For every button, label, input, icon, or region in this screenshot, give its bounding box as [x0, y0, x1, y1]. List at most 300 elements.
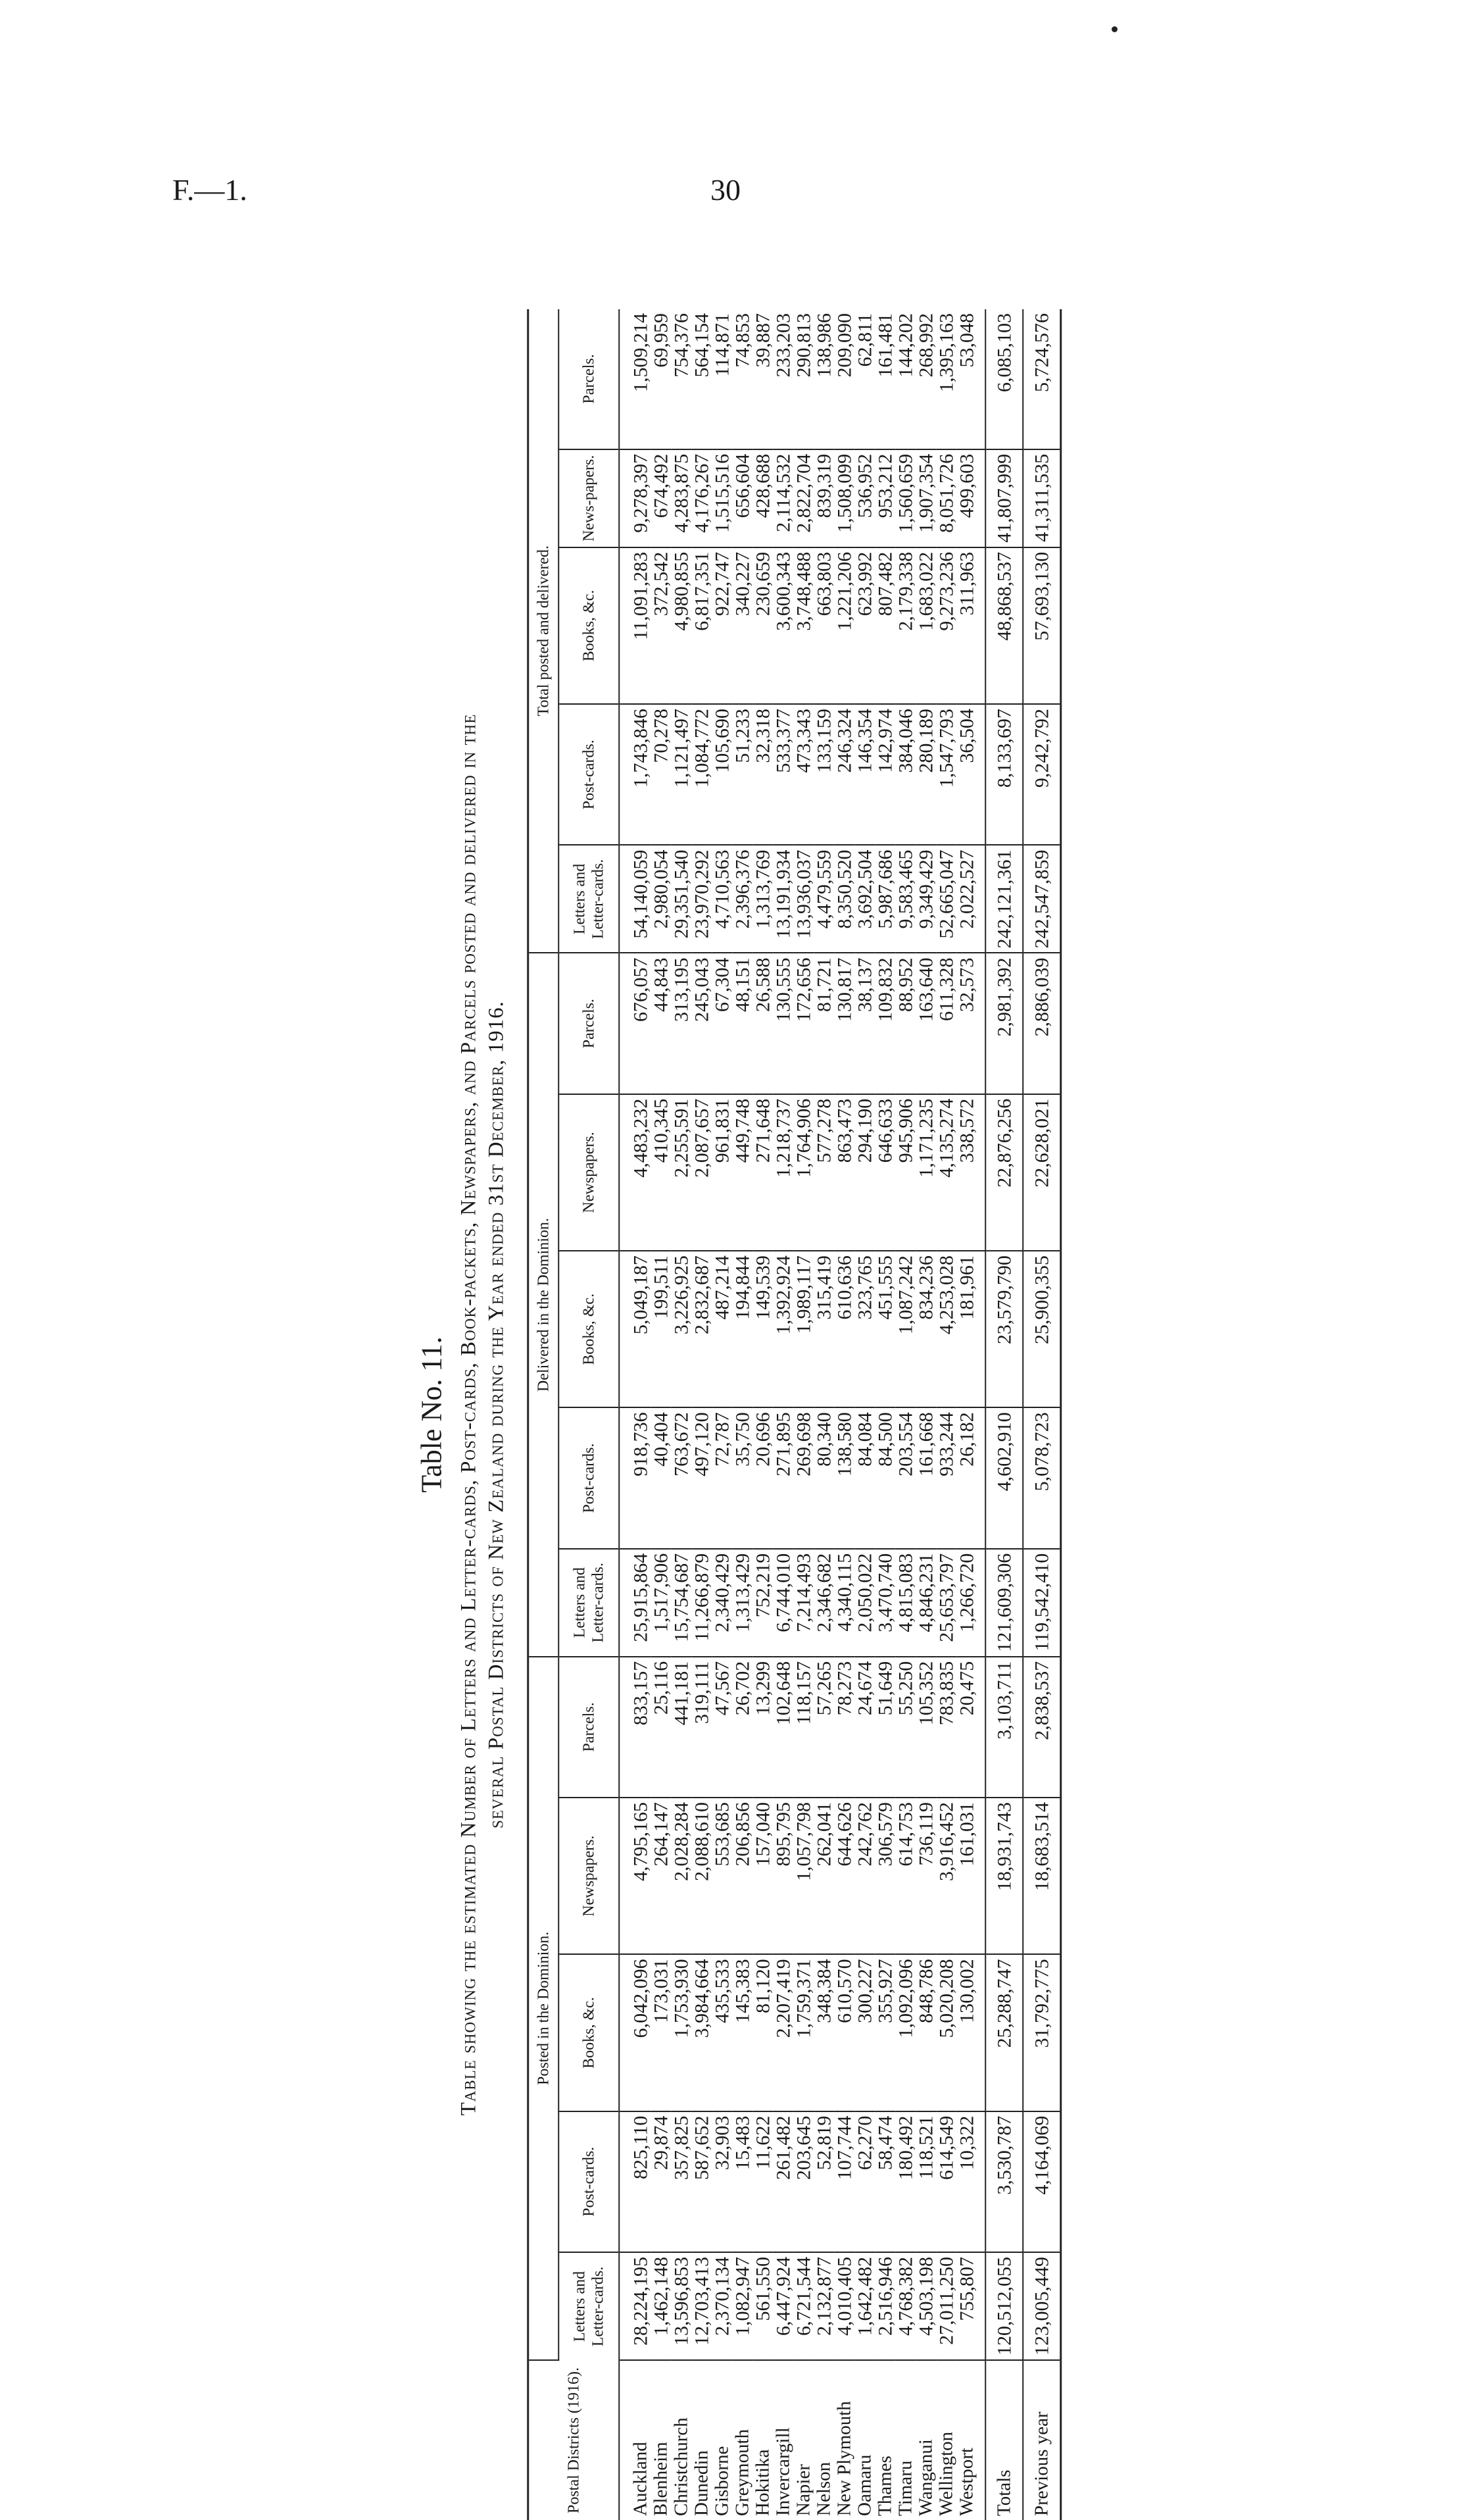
table-cell: 2,346,682	[814, 1549, 834, 1657]
table-cell: 611,328	[936, 953, 956, 1094]
header-posted-letters: Letters and Letter-cards.	[558, 2252, 619, 2360]
table-row	[956, 309, 985, 2520]
table-cell: 674,492	[651, 449, 671, 547]
district-name: Thames	[873, 2456, 895, 2516]
table-cell: 114,871	[712, 309, 732, 449]
district-name: Westport	[955, 2448, 977, 2516]
table-cell: 26,702	[732, 1657, 752, 1798]
table-row	[752, 309, 773, 2520]
table-cell: 536,952	[854, 449, 875, 547]
table-cell: 473,343	[793, 704, 814, 845]
table-cell: 31,792,775	[1023, 1954, 1061, 2111]
table-cell: 6,085,103	[985, 309, 1023, 449]
district-name: Dunedin	[690, 2450, 712, 2516]
table-cell: 51,233	[732, 704, 752, 845]
table-row	[671, 309, 691, 2520]
table-cell: 4,795,165	[619, 1798, 651, 1954]
table-row	[916, 309, 936, 2520]
table-cell: 67,304	[712, 953, 732, 1094]
table-cell: 441,181	[671, 1657, 691, 1798]
table-cell: 13,299	[752, 1657, 773, 1798]
table-cell: 644,626	[834, 1798, 854, 1954]
table-cell: 3,530,787	[985, 2111, 1023, 2252]
table-cell: 755,807	[956, 2252, 985, 2360]
table-cell: 6,721,544	[793, 2252, 814, 2360]
table-cell: 2,340,429	[712, 1549, 732, 1657]
table-cell: 142,974	[875, 704, 895, 845]
table-cell: 180,492	[895, 2111, 916, 2252]
table-cell: 1,508,099	[834, 449, 854, 547]
table-row	[854, 309, 875, 2520]
table-cell: 4,602,910	[985, 1407, 1023, 1548]
table-cell: 11,622	[752, 2111, 773, 2252]
table-cell: 348,384	[814, 1954, 834, 2111]
district-name: Wanganui	[914, 2439, 936, 2516]
table-cell: 5,724,576	[1023, 309, 1061, 449]
table-cell: 8,051,726	[936, 449, 956, 547]
table-cell: 2,886,039	[1023, 953, 1061, 1094]
table-cell: 161,481	[875, 309, 895, 449]
table-cell: 564,154	[691, 309, 712, 449]
table-cell: 1,683,022	[916, 547, 936, 704]
table-cell: 18,931,743	[985, 1798, 1023, 1954]
table-cell: 62,270	[854, 2111, 875, 2252]
table-cell: 1,392,924	[773, 1251, 793, 1407]
table-cell: 1,092,096	[895, 1954, 916, 2111]
table-cell: 646,633	[875, 1094, 895, 1251]
district-name: Timaru	[894, 2460, 916, 2516]
table-cell: 2,980,054	[651, 845, 671, 953]
table-cell: 123,005,449	[1023, 2252, 1061, 2360]
table-cell: 105,690	[712, 704, 732, 845]
table-cell: 577,278	[814, 1094, 834, 1251]
table-cell: 4,503,198	[916, 2252, 936, 2360]
table-cell: 230,659	[752, 547, 773, 704]
table-cell: 23,579,790	[985, 1251, 1023, 1407]
table-cell: 614,753	[895, 1798, 916, 1954]
table-cell: 2,981,392	[985, 953, 1023, 1094]
table-cell: 355,927	[875, 1954, 895, 2111]
table-cell: 72,787	[712, 1407, 732, 1548]
table-cell: 4,283,875	[671, 449, 691, 547]
table-cell: 839,319	[814, 449, 834, 547]
table-cell: 203,645	[793, 2111, 814, 2252]
table-cell: 6,042,096	[619, 1954, 651, 2111]
table-cell: 84,500	[875, 1407, 895, 1548]
table-cell: 2,255,591	[671, 1094, 691, 1251]
table-cell: 52,819	[814, 2111, 834, 2252]
table-row	[651, 309, 671, 2520]
table-cell: 2,088,610	[691, 1798, 712, 1954]
table-cell: 29,351,540	[671, 845, 691, 953]
table-cell: 88,952	[895, 953, 916, 1094]
table-cell: 245,043	[691, 953, 712, 1094]
table-cell: 11,091,283	[619, 547, 651, 704]
table-cell: 25,900,355	[1023, 1251, 1061, 1407]
table-cell: 2,022,527	[956, 845, 985, 953]
table-cell: 4,980,855	[671, 547, 691, 704]
table-cell: 1,753,930	[671, 1954, 691, 2111]
table-cell: 118,521	[916, 2111, 936, 2252]
table-cell: 271,895	[773, 1407, 793, 1548]
header-posted-books: Books, &c.	[558, 1954, 619, 2111]
table-cell: 736,119	[916, 1798, 936, 1954]
table-cell: 146,354	[854, 704, 875, 845]
table-cell: 311,963	[956, 547, 985, 704]
table-cell: 203,554	[895, 1407, 916, 1548]
header-district: Postal Districts (1916).	[528, 2360, 619, 2520]
table-row	[936, 309, 956, 2520]
table-cell: 242,547,859	[1023, 845, 1061, 953]
table-cell: 47,567	[712, 1657, 732, 1798]
table-cell: 3,692,504	[854, 845, 875, 953]
table-row	[834, 309, 854, 2520]
table-cell: 199,511	[651, 1251, 671, 1407]
table-cell: 1,171,235	[916, 1094, 936, 1251]
table-cell: 1,989,117	[793, 1251, 814, 1407]
table-cell: 23,970,292	[691, 845, 712, 953]
table-cell: 1,221,206	[834, 547, 854, 704]
table-cell: 25,288,747	[985, 1954, 1023, 2111]
table-cell: 754,376	[671, 309, 691, 449]
table-cell: 105,352	[916, 1657, 936, 1798]
table-cell: 22,628,021	[1023, 1094, 1061, 1251]
table-cell: 357,825	[671, 2111, 691, 2252]
district-name: Hokitika	[751, 2449, 773, 2516]
district-name: Wellington	[935, 2431, 956, 2516]
table-row	[732, 309, 752, 2520]
table-cell: 313,195	[671, 953, 691, 1094]
table-cell: 676,057	[619, 953, 651, 1094]
table-cell: 262,041	[814, 1798, 834, 1954]
table-cell: 2,028,284	[671, 1798, 691, 1954]
table-cell: 499,603	[956, 449, 985, 547]
table-cell: 32,318	[752, 704, 773, 845]
table-cell: 20,696	[752, 1407, 773, 1548]
table-cell: 807,482	[875, 547, 895, 704]
table-cell: 783,835	[936, 1657, 956, 1798]
table-cell: 121,609,306	[985, 1549, 1023, 1657]
table-cell: 315,419	[814, 1251, 834, 1407]
table-cell: 623,992	[854, 547, 875, 704]
table-cell: 55,250	[895, 1657, 916, 1798]
table-cell: 961,831	[712, 1094, 732, 1251]
table-cell: 57,693,130	[1023, 547, 1061, 704]
table-cell: 6,447,924	[773, 2252, 793, 2360]
table-cell: 52,665,047	[936, 845, 956, 953]
table-cell: 4,164,069	[1023, 2111, 1061, 2252]
table-cell: 4,710,563	[712, 845, 732, 953]
table-cell: 3,916,452	[936, 1798, 956, 1954]
table-cell: 26,182	[956, 1407, 985, 1548]
table-cell: 9,273,236	[936, 547, 956, 704]
table-cell: 9,349,429	[916, 845, 936, 953]
table-cell: 918,736	[619, 1407, 651, 1548]
table-cell: 32,903	[712, 2111, 732, 2252]
table-caption-line-2: several Postal Districts of New Zealand during the Year ended 31st December, 1916.	[484, 1001, 508, 1828]
table-cell: 242,762	[854, 1798, 875, 1954]
table-cell: 39,887	[752, 309, 773, 449]
table-cell: 242,121,361	[985, 845, 1023, 953]
table-cell: 74,853	[732, 309, 752, 449]
header-delivered-postcards: Post-cards.	[558, 1407, 619, 1548]
table-cell: 3,470,740	[875, 1549, 895, 1657]
table-cell: 1,907,354	[916, 449, 936, 547]
table-cell: 5,078,723	[1023, 1407, 1061, 1548]
table-cell: 1,218,737	[773, 1094, 793, 1251]
table-cell: 58,474	[875, 2111, 895, 2252]
table-cell: 9,278,397	[619, 449, 651, 547]
table-cell: 27,011,250	[936, 2252, 956, 2360]
table-cell: 51,649	[875, 1657, 895, 1798]
table-cell: 36,504	[956, 704, 985, 845]
table-cell: 10,322	[956, 2111, 985, 2252]
table-cell: 752,219	[752, 1549, 773, 1657]
table-cell: 306,579	[875, 1798, 895, 1954]
table-cell: 933,244	[936, 1407, 956, 1548]
table-cell: 109,832	[875, 953, 895, 1094]
header-group-total: Total posted and delivered.	[528, 309, 558, 953]
district-name: New Plymouth	[833, 2401, 854, 2516]
table-cell: 2,396,376	[732, 845, 752, 953]
table-cell: 6,817,351	[691, 547, 712, 704]
table-cell: 1,764,906	[793, 1094, 814, 1251]
table-cell: 953,212	[875, 449, 895, 547]
table-cell: 15,754,687	[671, 1549, 691, 1657]
table-cell: 48,151	[732, 953, 752, 1094]
table-cell: 44,843	[651, 953, 671, 1094]
table-cell: 1,515,516	[712, 449, 732, 547]
table-cell: 38,137	[854, 953, 875, 1094]
table-row	[712, 309, 732, 2520]
district-name: Christchurch	[670, 2417, 691, 2516]
header-total-parcels: Parcels.	[558, 309, 619, 449]
table-body	[619, 309, 985, 2520]
table-cell: 120,512,055	[985, 2252, 1023, 2360]
table-caption-line-1: Table showing the estimated Number of Letters and Letter-cards, Post-cards, Book-packets, Newspapers, and Parcels posted and delivered in the	[456, 713, 481, 2116]
table-cell: 945,906	[895, 1094, 916, 1251]
table-cell: 825,110	[619, 2111, 651, 2252]
district-name: Gisborne	[710, 2446, 732, 2516]
table-cell: 1,743,846	[619, 704, 651, 845]
table-cell: 1,313,429	[732, 1549, 752, 1657]
table-cell: 233,203	[773, 309, 793, 449]
table-cell: 610,570	[834, 1954, 854, 2111]
table-cell: 130,002	[956, 1954, 985, 2111]
table-cell: 81,721	[814, 953, 834, 1094]
table-cell: 62,811	[854, 309, 875, 449]
table-cell: 290,813	[793, 309, 814, 449]
table-cell: 384,046	[895, 704, 916, 845]
table-cell: 2,087,657	[691, 1094, 712, 1251]
document-reference: F.—1.	[172, 173, 247, 207]
district-name: Totals	[985, 2360, 1023, 2520]
table-cell: 863,473	[834, 1094, 854, 1251]
table-cell: 78,273	[834, 1657, 854, 1798]
table-cell: 451,555	[875, 1251, 895, 1407]
table-cell: 1,759,371	[793, 1954, 814, 2111]
table-cell: 1,509,214	[619, 309, 651, 449]
table-cell: 2,114,532	[773, 449, 793, 547]
table-row	[875, 309, 895, 2520]
table-cell: 4,010,405	[834, 2252, 854, 2360]
district-name: Nelson	[812, 2461, 834, 2516]
table-cell: 319,111	[691, 1657, 712, 1798]
table-cell: 181,961	[956, 1251, 985, 1407]
table-cell: 80,340	[814, 1407, 834, 1548]
table-cell: 145,383	[732, 1954, 752, 2111]
table-cell: 8,133,697	[985, 704, 1023, 845]
table-cell: 2,132,877	[814, 2252, 834, 2360]
district-name: Greymouth	[731, 2429, 752, 2516]
table-cell: 54,140,059	[619, 845, 651, 953]
table-cell: 81,120	[752, 1954, 773, 2111]
table-cell: 3,600,343	[773, 547, 793, 704]
table-cell: 25,915,864	[619, 1549, 651, 1657]
table-cell: 130,555	[773, 953, 793, 1094]
table-cell: 2,050,022	[854, 1549, 875, 1657]
table-cell: 12,703,413	[691, 2252, 712, 2360]
table-cell: 663,803	[814, 547, 834, 704]
table-cell: 149,539	[752, 1251, 773, 1407]
header-posted-parcels: Parcels.	[558, 1657, 619, 1798]
table-cell: 84,084	[854, 1407, 875, 1548]
table-cell: 25,116	[651, 1657, 671, 1798]
table-cell: 133,159	[814, 704, 834, 845]
table-cell: 338,572	[956, 1094, 985, 1251]
header-total-letters: Letters and Letter-cards.	[558, 845, 619, 953]
table-cell: 3,748,488	[793, 547, 814, 704]
table-cell: 4,479,559	[814, 845, 834, 953]
table-cell: 656,604	[732, 449, 752, 547]
table-cell: 435,533	[712, 1954, 732, 2111]
table-cell: 533,377	[773, 704, 793, 845]
table-cell: 13,191,934	[773, 845, 793, 953]
table-cell: 26,588	[752, 953, 773, 1094]
table-cell: 5,049,187	[619, 1251, 651, 1407]
table-cell: 194,844	[732, 1251, 752, 1407]
header-group-delivered: Delivered in the Dominion.	[528, 953, 558, 1656]
header-delivered-letters: Letters and Letter-cards.	[558, 1549, 619, 1657]
header-delivered-parcels: Parcels.	[558, 953, 619, 1094]
table-cell: 261,482	[773, 2111, 793, 2252]
table-cell: 40,404	[651, 1407, 671, 1548]
table-cell: 763,672	[671, 1407, 691, 1548]
header-posted-postcards: Post-cards.	[558, 2111, 619, 2252]
header-total-books: Books, &c.	[558, 547, 619, 704]
table-cell: 32,573	[956, 953, 985, 1094]
table-cell: 4,815,083	[895, 1549, 916, 1657]
table-cell: 206,856	[732, 1798, 752, 1954]
table-row	[814, 309, 834, 2520]
table-cell: 895,795	[773, 1798, 793, 1954]
table-cell: 2,516,946	[875, 2252, 895, 2360]
table-cell: 834,236	[916, 1251, 936, 1407]
table-cell: 138,580	[834, 1407, 854, 1548]
table-cell: 4,253,028	[936, 1251, 956, 1407]
table-cell: 271,648	[752, 1094, 773, 1251]
table-cell: 41,311,535	[1023, 449, 1061, 547]
table-cell: 587,652	[691, 2111, 712, 2252]
district-name: Invercargill	[772, 2427, 793, 2516]
table-cell: 29,874	[651, 2111, 671, 2252]
table-cell: 922,747	[712, 547, 732, 704]
table-cell: 161,668	[916, 1407, 936, 1548]
table-cell: 561,550	[752, 2252, 773, 2360]
table-cell: 3,984,664	[691, 1954, 712, 2111]
table-cell: 268,992	[916, 309, 936, 449]
table-cell: 41,807,999	[985, 449, 1023, 547]
table-cell: 144,202	[895, 309, 916, 449]
table-cell: 209,090	[834, 309, 854, 449]
table-cell: 2,838,537	[1023, 1657, 1061, 1798]
table-row	[691, 309, 712, 2520]
table-cell: 300,227	[854, 1954, 875, 2111]
table-cell: 28,224,195	[619, 2252, 651, 2360]
rotated-table-block	[414, 309, 1062, 2520]
table-cell: 280,189	[916, 704, 936, 845]
table-cell: 1,313,769	[752, 845, 773, 953]
table-cell: 118,157	[793, 1657, 814, 1798]
table-cell: 1,266,720	[956, 1549, 985, 1657]
table-cell: 70,278	[651, 704, 671, 845]
table-cell: 2,370,134	[712, 2252, 732, 2360]
table-cell: 4,340,115	[834, 1549, 854, 1657]
table-cell: 2,207,419	[773, 1954, 793, 2111]
table-cell: 1,642,482	[854, 2252, 875, 2360]
table-cell: 57,265	[814, 1657, 834, 1798]
table-cell: 48,868,537	[985, 547, 1023, 704]
table-row	[619, 309, 651, 2520]
table-cell: 1,057,798	[793, 1798, 814, 1954]
table-cell: 4,768,382	[895, 2252, 916, 2360]
table-cell: 15,483	[732, 2111, 752, 2252]
table-cell: 449,748	[732, 1094, 752, 1251]
table-cell: 833,157	[619, 1657, 651, 1798]
table-cell: 107,744	[834, 2111, 854, 2252]
table-cell: 1,517,906	[651, 1549, 671, 1657]
table-cell: 1,560,659	[895, 449, 916, 547]
table-cell: 35,750	[732, 1407, 752, 1548]
table-cell: 2,179,338	[895, 547, 916, 704]
table-cell: 848,786	[916, 1954, 936, 2111]
table-cell: 614,549	[936, 2111, 956, 2252]
table-cell: 157,040	[752, 1798, 773, 1954]
district-name: Napier	[792, 2464, 814, 2516]
stray-dot	[1112, 26, 1118, 32]
table-cell: 487,214	[712, 1251, 732, 1407]
table-cell: 4,135,274	[936, 1094, 956, 1251]
table-cell: 1,547,793	[936, 704, 956, 845]
table-cell: 1,084,772	[691, 704, 712, 845]
table-row	[895, 309, 916, 2520]
table-cell: 130,817	[834, 953, 854, 1094]
table-cell: 340,227	[732, 547, 752, 704]
table-cell: 610,636	[834, 1251, 854, 1407]
table-cell: 13,936,037	[793, 845, 814, 953]
header-total-newspapers: News-papers.	[558, 449, 619, 547]
table-cell: 25,653,797	[936, 1549, 956, 1657]
table-cell: 24,674	[854, 1657, 875, 1798]
header-delivered-newspapers: Newspapers.	[558, 1094, 619, 1251]
table-cell: 173,031	[651, 1954, 671, 2111]
table-cell: 323,765	[854, 1251, 875, 1407]
table-cell: 9,583,465	[895, 845, 916, 953]
table-cell: 294,190	[854, 1094, 875, 1251]
table-cell: 2,832,687	[691, 1251, 712, 1407]
table-cell: 5,020,208	[936, 1954, 956, 2111]
table-cell: 13,596,853	[671, 2252, 691, 2360]
